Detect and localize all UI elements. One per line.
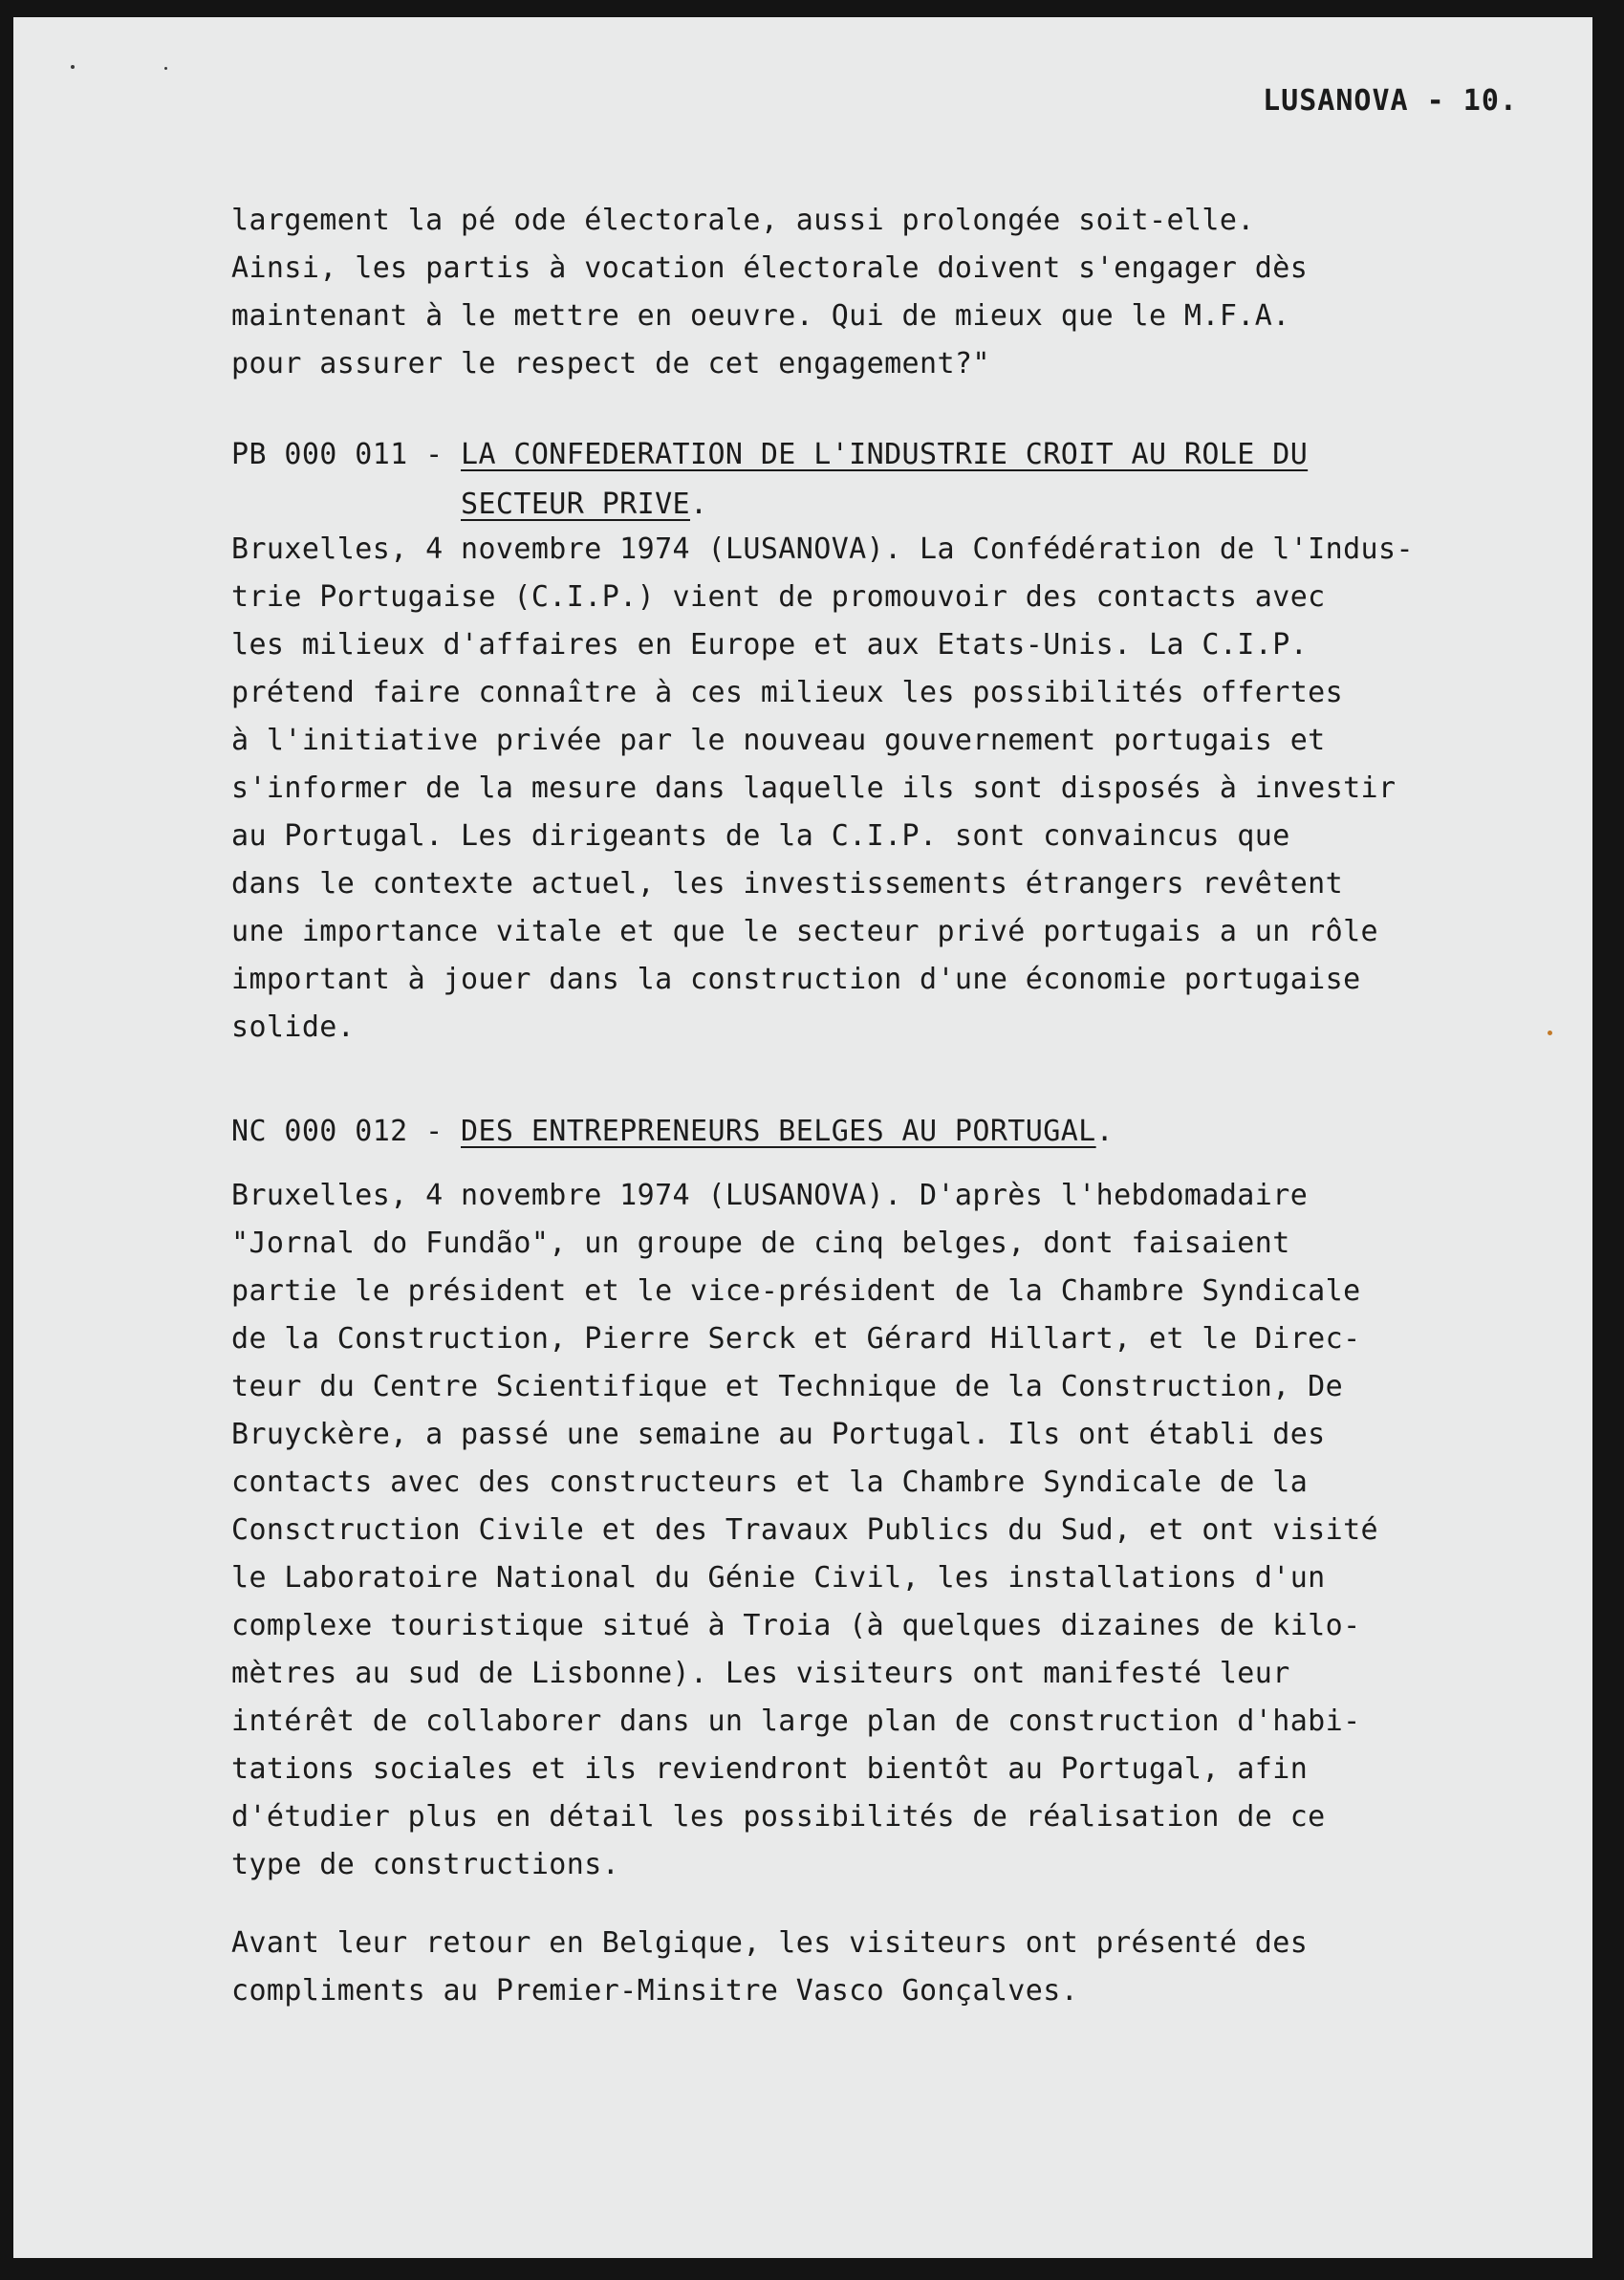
document-page — [13, 17, 1592, 2258]
paper-speck — [71, 65, 75, 69]
item-title-text: DES ENTREPRENEURS BELGES AU PORTUGAL — [461, 1115, 1096, 1148]
item-title-end: . — [1095, 1115, 1115, 1148]
paper-speck — [164, 67, 167, 70]
paragraph-continuation: largement la pé ode électorale, aussi prolongée soit-elle. Ainsi, les partis à vocation électorale doivent s'engager dès maintenant à le mettre en oeuvre. Qui de mieux que le M.F.A. pour assurer le respect de cet engagement?" — [231, 204, 1309, 380]
item-title-text: LA CONFEDERATION DE L'INDUSTRIE CROIT AU ROLE DU SECTEUR PRIVE — [461, 438, 1309, 521]
item-title — [461, 1107, 1114, 1157]
item-code: NC 000 012 - — [231, 1115, 461, 1148]
paragraph-belgian-entrepreneurs: Bruxelles, 4 novembre 1974 (LUSANOVA). D'après l'hebdomadaire "Jornal do Fundão", un groupe de cinq belges, dont faisaient partie le président et le vice-président de la Chambre Syndicale de la Construction, Pierre Serck et Gérard Hillart, et le Direc- teur du Centre Scientifique et Technique de la Construction, De Bruyckère, a passé une semaine au Portugal. Ils ont établi des contacts avec des constructeurs et la Chambre Syndicale de la Consctruction Civile et des Travaux Publics du Sud, et ont visité le Laboratoire National du Génie Civil, les installations d'un complexe touristique situé à Troia (à quelques dizaines de kilo- mètres au sud de Lisbonne). Les visiteurs ont manifesté leur intérêt de collaborer dans un large plan de construction d'habi- tations sociales et ils reviendront bientôt au Portugal, afin d'étudier plus en détail les possibilités de réalisation de ce type de constructions. — [231, 1179, 1378, 1881]
item-code: PB 000 011 - — [231, 438, 461, 471]
item-heading-pb-000-011 — [231, 430, 1308, 530]
item-heading-nc-000-012 — [231, 1107, 1114, 1157]
item-title — [461, 430, 1308, 530]
paragraph-closing: Avant leur retour en Belgique, les visiteurs ont présenté des compliments au Premier-Minsitre Vasco Gonçalves. — [231, 1926, 1309, 2008]
item-title-end: . — [690, 488, 708, 521]
running-head: LUSANOVA - 10. — [1263, 84, 1518, 118]
paragraph-cip: Bruxelles, 4 novembre 1974 (LUSANOVA). La Confédération de l'Indus- trie Portugaise (C.I.P.) vient de promouvoir des contacts avec les milieux d'affaires en Europe et aux Etats-Unis. La C.I.P. prétend faire connaître à ces milieux les possibilités offertes à l'initiative privée par le nouveau gouvernement portugais et s'informer de la mesure dans laquelle ils sont disposés à investir au Portugal. Les dirigeants de la C.I.P. sont convaincus que dans le contexte actuel, les investissements étrangers revêtent une importance vitale et que le secteur privé portugais a un rôle important à jouer dans la construction d'une économie portugaise solide. — [231, 532, 1414, 1044]
